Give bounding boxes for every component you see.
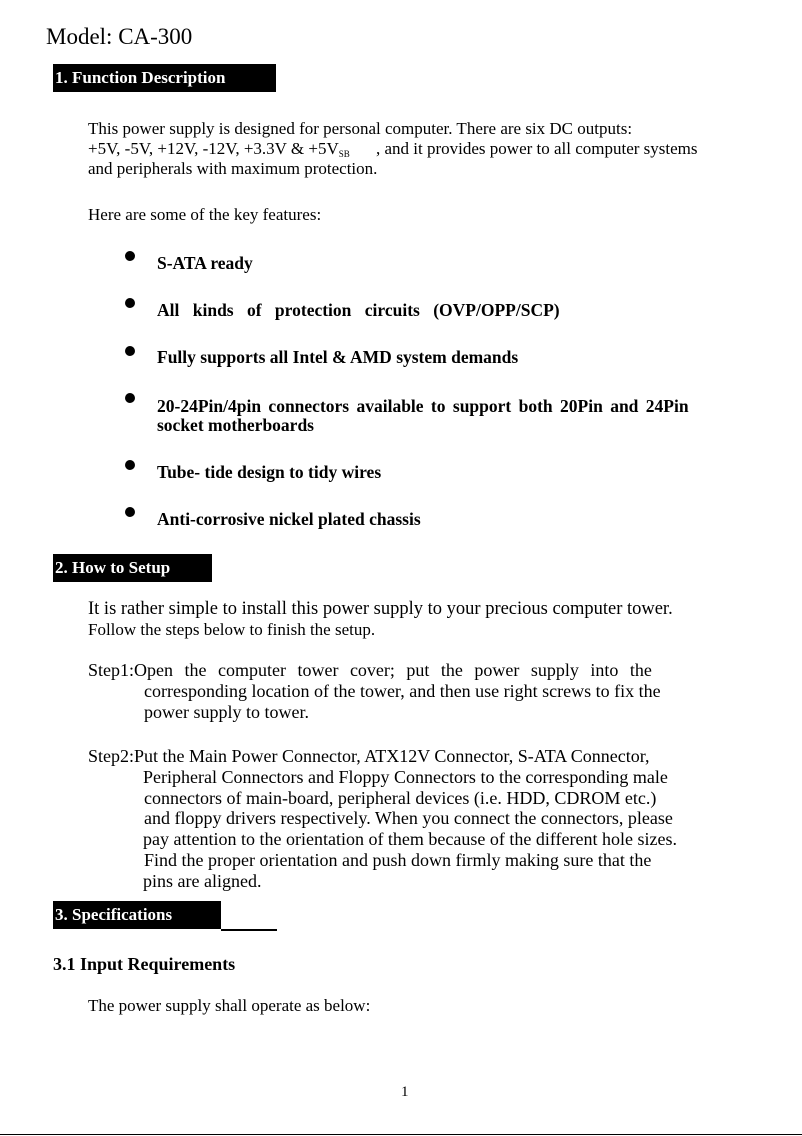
intro-line-2 (88, 139, 698, 161)
step2-line-7: pins are aligned. (143, 871, 262, 891)
section-header-function-description: 1. Function Description (53, 64, 276, 92)
bullet-icon (125, 251, 135, 261)
dc-outputs-text: +5V, -5V, +12V, -12V, +3.3V & +5V (88, 139, 339, 158)
feature-item-nickel-chassis: Anti-corrosive nickel plated chassis (157, 509, 421, 529)
dc-outputs-text-continued: , and it provides power to all computer systems (376, 139, 698, 158)
subsection-input-requirements: 3.1 Input Requirements (53, 954, 236, 974)
intro-line-1: This power supply is designed for personal computer. There are six DC outputs: (88, 119, 633, 138)
step2-line-4: and floppy drivers respectively. When you connect the connectors, please (144, 808, 673, 828)
model-title: Model: CA-300 (46, 24, 193, 49)
feature-item-sata: S-ATA ready (157, 253, 253, 273)
step2-line-3: connectors of main-board, peripheral devices (i.e. HDD, CDROM etc.) (144, 788, 657, 808)
bullet-icon (125, 460, 135, 470)
feature-item-connectors: 20-24Pin/4pin connectors available to support both 20Pin and 24Pin (157, 396, 689, 416)
feature-item-protection: All kinds of protection circuits (OVP/OPP/SCP) (157, 300, 560, 320)
section-header-how-to-setup: 2. How to Setup (53, 554, 212, 582)
feature-item-connectors-continued: socket motherboards (157, 415, 314, 435)
standby-subscript: SB (338, 149, 350, 159)
features-intro: Here are some of the key features: (88, 205, 322, 224)
setup-intro-line-2: Follow the steps below to finish the setup. (88, 620, 376, 639)
bullet-icon (125, 298, 135, 308)
page-bottom-rule (0, 1134, 802, 1135)
step2-line-5: pay attention to the orientation of them because of the different hole sizes. (143, 829, 677, 849)
step1-line-1: Step1:Open the computer tower cover; put the power supply into the (88, 660, 652, 680)
input-requirements-line: The power supply shall operate as below: (88, 996, 371, 1015)
setup-intro-line-1: It is rather simple to install this power supply to your precious computer tower. (88, 599, 673, 619)
step2-line-2: Peripheral Connectors and Floppy Connectors to the corresponding male (143, 767, 668, 787)
section-header-specifications: 3. Specifications (53, 901, 221, 929)
page-number: 1 (401, 1084, 409, 1100)
step1-line-3: power supply to tower. (144, 702, 309, 722)
step2-line-6: Find the proper orientation and push down firmly making sure that the (144, 850, 652, 870)
bullet-icon (125, 346, 135, 356)
intro-line-3: and peripherals with maximum protection. (88, 159, 378, 178)
bullet-icon (125, 393, 135, 403)
step2-line-1: Step2:Put the Main Power Connector, ATX12V Connector, S-ATA Connector, (88, 746, 650, 766)
bullet-icon (125, 507, 135, 517)
step1-line-2: corresponding location of the tower, and then use right screws to fix the (144, 681, 661, 701)
feature-item-intel-amd: Fully supports all Intel & AMD system demands (157, 347, 519, 367)
feature-item-tube-tide: Tube- tide design to tidy wires (157, 462, 382, 482)
section-header-underline (221, 929, 277, 931)
